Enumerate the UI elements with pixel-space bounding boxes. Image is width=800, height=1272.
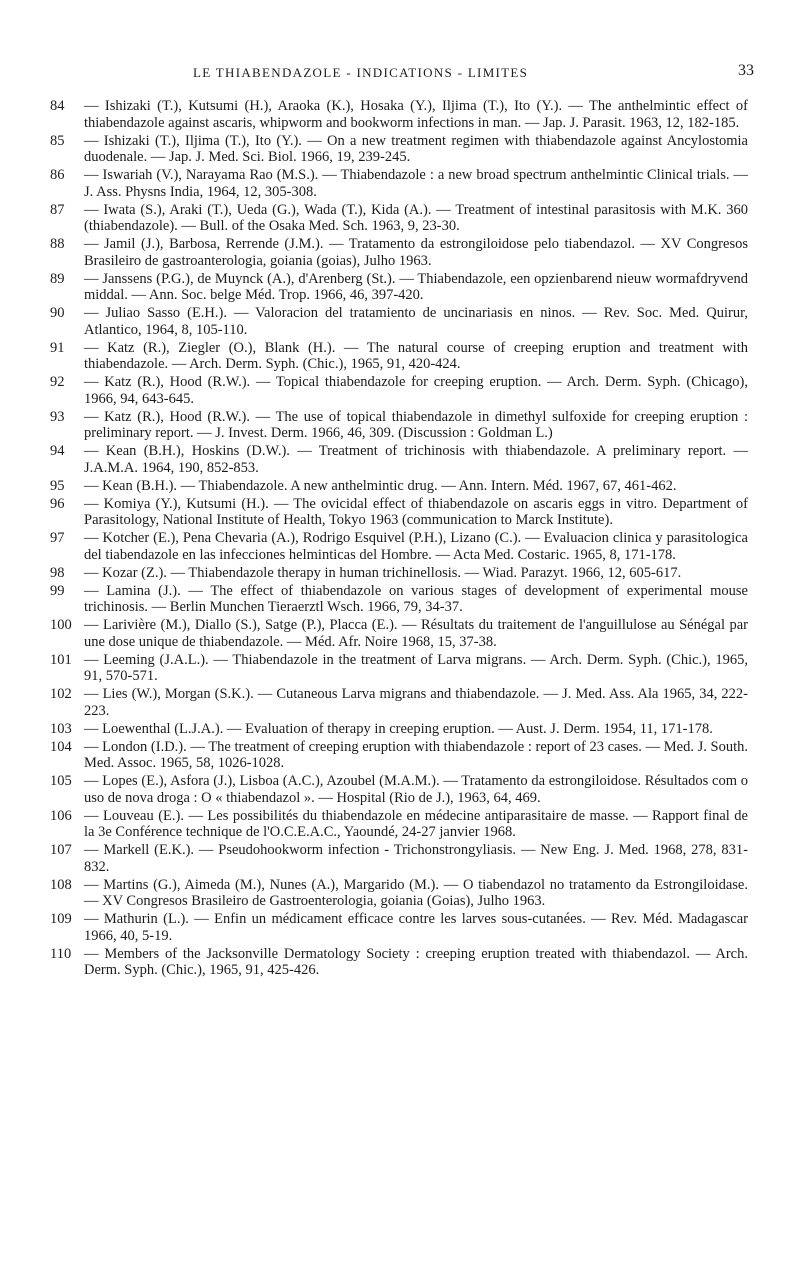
reference-text: — Markell (E.K.). — Pseudohookworm infection - Trichonstrongyliasis. — New Eng. J. Med. 1968, 278, 831-832. — [84, 842, 748, 875]
reference-item — [0, 409, 800, 442]
reference-text: — Kozar (Z.). — Thiabendazole therapy in human trichinellosis. — Wiad. Parazyt. 1966, 12, 605-617. — [84, 564, 682, 581]
page-header — [0, 62, 800, 86]
reference-item — [0, 443, 800, 476]
reference-item — [0, 478, 800, 495]
reference-text: — Jamil (J.), Barbosa, Rerrende (J.M.). — Tratamento da estrongiloidose pelo tiabendazol. — XV Congresos Brasileiro de gastroanterologia, goiania (goias), Julho 1963. — [84, 236, 748, 269]
reference-item — [0, 374, 800, 407]
reference-item — [0, 340, 800, 373]
reference-number: 91 — [50, 339, 65, 356]
reference-number: 96 — [50, 495, 65, 512]
reference-number: 95 — [50, 477, 65, 494]
reference-number: 102 — [50, 686, 72, 702]
reference-item — [0, 98, 800, 131]
page-number: 33 — [738, 62, 754, 79]
reference-text: — Lopes (E.), Asfora (J.), Lisboa (A.C.), Azoubel (M.A.M.). — Tratamento da estrongiloidose. Résultados com o uso de nova droga : O « thiabendazol ». — Hospital (Rio de J.), 1963, 64, 469. — [84, 773, 748, 806]
reference-text: — London (I.D.). — The treatment of creeping eruption with thiabendazole : report of 23 cases. — Med. J. South. Med. Assoc. 1965, 58, 1026-1028. — [84, 738, 748, 771]
reference-item — [0, 877, 800, 910]
reference-item — [0, 236, 800, 269]
reference-number: 86 — [50, 167, 65, 183]
reference-item — [0, 167, 800, 200]
reference-text: — Mathurin (L.). — Enfin un médicament efficace contre les larves sous-cutanées. — Rev. Méd. Madagascar 1966, 40, 5-19. — [84, 911, 748, 944]
reference-item — [0, 202, 800, 235]
reference-item — [0, 652, 800, 685]
reference-item — [0, 496, 800, 529]
reference-list — [0, 98, 800, 980]
reference-text: — Kean (B.H.). — Thiabendazole. A new anthelmintic drug. — Ann. Intern. Méd. 1967, 67, 461-462. — [84, 477, 677, 494]
reference-text: — Janssens (P.G.), de Muynck (A.), d'Arenberg (St.). — Thiabendazole, een opzienbarend nieuw wormafdryvend middal. — Ann. Soc. belge Méd. Trop. 1966, 46, 397-420. — [84, 270, 748, 303]
reference-item — [0, 617, 800, 650]
reference-text: — Ishizaki (T.), Iljima (T.), Ito (Y.). — On a new treatment regimen with thiabendazole against Ancylostomia duodenale. — Jap. J. Med. Sci. Biol. 1966, 19, 239-245. — [84, 132, 748, 165]
reference-text: — Leeming (J.A.L.). — Thiabendazole in the treatment of Larva migrans. — Arch. Derm. Syph. (Chic.), 1965, 91, 570-571. — [84, 651, 748, 684]
reference-item — [0, 271, 800, 304]
reference-text: — Louveau (E.). — Les possibilités du thiabendazole en médecine antiparasitaire de masse. — Rapport final de la 3e Conférence technique de l'O.C.E.A.C., Yaoundé, 24-27 janvier 1968. — [84, 807, 748, 840]
reference-text: — Martins (G.), Aimeda (M.), Nunes (A.), Margarido (M.). — O tiabendazol no tratamento da Estrongiloidase. — XV Congresos Brasileiro de Gastroenterologia, goiania (Goias), Julho 1963. — [84, 876, 748, 909]
reference-number: 98 — [50, 564, 65, 581]
reference-item — [0, 686, 800, 719]
reference-text: — Iswariah (V.), Narayama Rao (M.S.). — Thiabendazole : a new broad spectrum anthelmintic Clinical trials. — J. Ass. Physns India, 1964, 12, 305-308. — [84, 167, 748, 200]
reference-number: 93 — [50, 408, 65, 425]
reference-item — [0, 773, 800, 806]
reference-text: — Katz (R.), Hood (R.W.). — Topical thiabendazole for creeping eruption. — Arch. Derm. Syph. (Chicago), 1966, 94, 643-645. — [84, 374, 748, 407]
reference-text: — Lamina (J.). — The effect of thiabendazole on various stages of development of experimental mouse trichinosis. — Berlin Munchen Tieraerztl Wsch. 1966, 79, 34-37. — [84, 582, 748, 615]
reference-number: 84 — [50, 98, 65, 114]
reference-item — [0, 530, 800, 563]
reference-number: 107 — [50, 842, 72, 858]
reference-text: — Kean (B.H.), Hoskins (D.W.). — Treatment of trichinosis with thiabendazole. A preliminary report. — J.A.M.A. 1964, 190, 852-853. — [84, 443, 748, 476]
reference-number: 100 — [50, 617, 72, 633]
reference-text: — Kotcher (E.), Pena Chevaria (A.), Rodrigo Esquivel (P.H.), Lizano (C.). — Evaluacion clinica y parasitologica del tiabendazole en las infecciones helminticas del Hombre. — Acta Med. Costaric. 1965, 8, 171-178. — [84, 530, 748, 563]
reference-number: 104 — [50, 738, 72, 755]
reference-number: 97 — [50, 530, 65, 546]
reference-text: — Loewenthal (L.J.A.). — Evaluation of therapy in creeping eruption. — Aust. J. Derm. 1954, 11, 171-178. — [84, 720, 713, 737]
reference-number: 106 — [50, 807, 72, 824]
reference-item — [0, 911, 800, 944]
reference-number: 110 — [50, 945, 72, 962]
reference-text: — Lies (W.), Morgan (S.K.). — Cutaneous Larva migrans and thiabendazole. — J. Med. Ass. Ala 1965, 34, 222-223. — [84, 686, 748, 719]
reference-text: — Members of the Jacksonville Dermatology Society : creeping eruption treated with thiabendazol. — Arch. Derm. Syph. (Chic.), 1965, 91, 425-426. — [84, 945, 748, 978]
reference-number: 105 — [50, 773, 72, 789]
reference-number: 92 — [50, 374, 65, 390]
reference-item — [0, 721, 800, 738]
reference-text: — Komiya (Y.), Kutsumi (H.). — The ovicidal effect of thiabendazole on ascaris eggs in vitro. Department of Parasitology, National Institute of Health, Tokyo 1963 (communication to Marck Institute). — [84, 495, 748, 528]
reference-number: 94 — [50, 443, 65, 459]
reference-item — [0, 305, 800, 338]
reference-number: 88 — [50, 236, 65, 252]
reference-item — [0, 946, 800, 979]
reference-number: 108 — [50, 876, 72, 893]
reference-number: 89 — [50, 270, 65, 287]
reference-text: — Juliao Sasso (E.H.). — Valoracion del tratamiento de uncinariasis en ninos. — Rev. Soc. Med. Quirur, Atlantico, 1964, 8, 105-110. — [84, 305, 748, 338]
reference-item — [0, 808, 800, 841]
reference-number: 87 — [50, 201, 65, 218]
reference-text: — Iwata (S.), Araki (T.), Ueda (G.), Wada (T.), Kida (A.). — Treatment of intestinal parasitosis with M.K. 360 (thiabendazole). — Bull. of the Osaka Med. Sch. 1963, 9, 23-30. — [84, 201, 748, 234]
reference-text: — Katz (R.), Hood (R.W.). — The use of topical thiabendazole in dimethyl sulfoxide for creeping eruption : preliminary report. — J. Invest. Derm. 1966, 46, 309. (Discussion : Goldman L.) — [84, 408, 748, 441]
reference-number: 90 — [50, 305, 65, 321]
running-title: LE THIABENDAZOLE - INDICATIONS - LIMITES — [193, 65, 529, 80]
reference-item — [0, 565, 800, 582]
reference-text: — Larivière (M.), Diallo (S.), Satge (P.), Placca (E.). — Résultats du traitement de l'anguillulose au Sénégal par une dose unique de thiabendazole. — Méd. Afr. Noire 1968, 15, 37-38. — [84, 617, 748, 650]
reference-text: — Katz (R.), Ziegler (O.), Blank (H.). — The natural course of creeping eruption and treatment with thiabendazole. — Arch. Derm. Syph. (Chic.), 1965, 91, 420-424. — [84, 339, 748, 372]
reference-number: 101 — [50, 651, 72, 668]
reference-number: 103 — [50, 720, 72, 737]
reference-number: 85 — [50, 132, 65, 149]
reference-item — [0, 583, 800, 616]
reference-item — [0, 739, 800, 772]
reference-number: 99 — [50, 582, 65, 599]
reference-item — [0, 842, 800, 875]
reference-item — [0, 133, 800, 166]
reference-text: — Ishizaki (T.), Kutsumi (H.), Araoka (K.), Hosaka (Y.), Iljima (T.), Ito (Y.). — The anthelmintic effect of thiabendazole against ascaris, whipworm and bookworm infections in man. — Jap. J. Parasit. 1963, 12, 182-185. — [84, 98, 748, 131]
reference-number: 109 — [50, 911, 72, 927]
